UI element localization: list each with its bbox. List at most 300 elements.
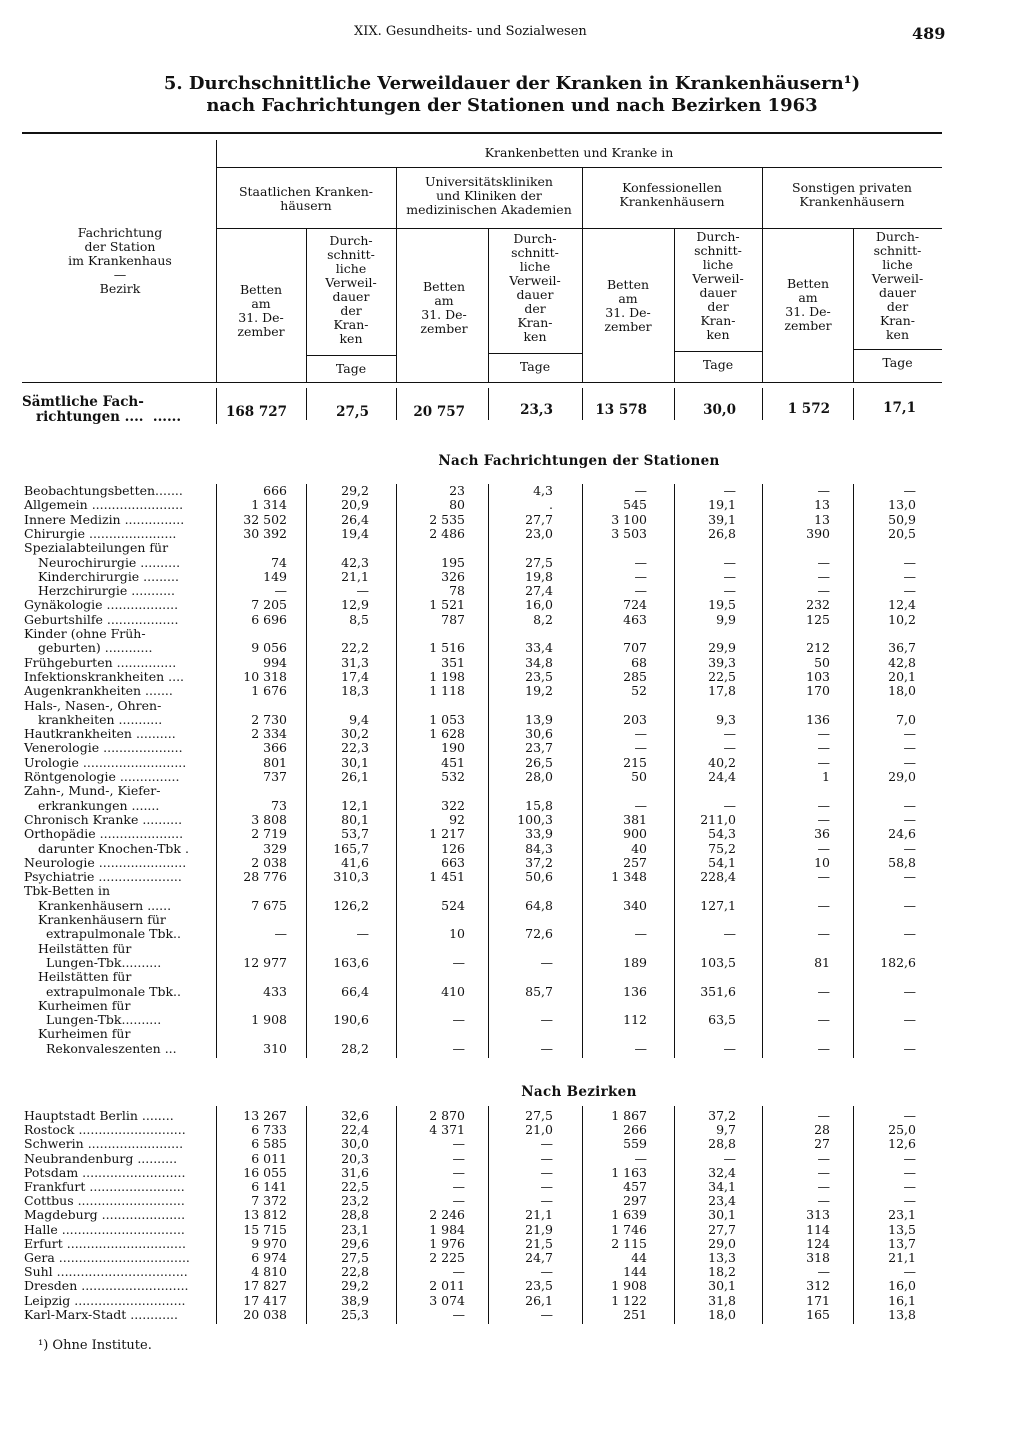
table-cell: 1 639 [611, 1207, 647, 1223]
table-cell: 27 [814, 1136, 830, 1152]
table-cell: 9,3 [716, 711, 736, 727]
group-rule [216, 228, 942, 229]
table-cell: 1 451 [429, 869, 465, 885]
table-cell: 12,4 [888, 597, 916, 613]
section-title-fachrichtungen: Nach Fachrichtungen der Stationen [438, 453, 720, 469]
table-cell: 63,5 [708, 1012, 736, 1028]
unit-label: Tage [882, 355, 913, 370]
table-cell: 190,6 [333, 1012, 369, 1028]
table-cell: 13,8 [888, 1306, 916, 1322]
row-label: Potsdam .......................... [24, 1164, 186, 1180]
table-cell: — [903, 1040, 916, 1056]
table-cell: 23,7 [525, 740, 553, 756]
table-cell: 19,1 [708, 497, 736, 513]
table-cell: 1 984 [429, 1221, 465, 1237]
table-cell: 2 115 [611, 1235, 647, 1251]
table-cell: 801 [263, 754, 287, 770]
table-cell: 31,8 [708, 1292, 736, 1308]
row-label: Neurologie ...................... [24, 854, 187, 870]
total-value: 20 757 [413, 404, 465, 420]
table-cell: 1 516 [429, 640, 465, 656]
table-title-line-1: 5. Durchschnittliche Verweildauer der Kranken in Krankenhäusern¹) [163, 73, 861, 94]
row-label: Karl-Marx-Stadt ............ [24, 1306, 178, 1322]
row-label: Krankenhäusern ...... [38, 897, 172, 913]
table-cell: 10 [449, 926, 465, 942]
table-cell: — [634, 1150, 647, 1166]
table-cell: 21,1 [341, 568, 369, 584]
table-cell: 20,5 [888, 525, 916, 541]
table-cell: 20,3 [341, 1150, 369, 1166]
table-cell: 19,2 [525, 683, 553, 699]
total-value: 1 572 [787, 401, 830, 417]
table-cell: 149 [263, 568, 287, 584]
table-cell: 310,3 [333, 869, 369, 885]
page-number: 489 [912, 24, 946, 43]
table-cell: — [903, 926, 916, 942]
table-cell: 15 715 [243, 1221, 287, 1237]
table-cell: 1 348 [611, 869, 647, 885]
table-cell: — [634, 740, 647, 756]
table-cell: 215 [623, 754, 647, 770]
row-label: Frankfurt ........................ [24, 1179, 185, 1194]
table-cell: 329 [263, 840, 287, 856]
table-row [0, 1013, 1024, 1028]
table-cell: 40,2 [708, 754, 736, 770]
table-cell: 9 970 [251, 1235, 287, 1251]
row-label: Gynäkologie .................. [24, 597, 179, 613]
unit-rule [488, 353, 582, 354]
table-cell: — [723, 740, 736, 756]
table-cell: 81 [814, 954, 830, 970]
table-row [0, 498, 1024, 513]
table-cell: 144 [623, 1264, 647, 1280]
table-cell: 2 730 [251, 711, 287, 727]
table-cell: 165 [806, 1306, 830, 1322]
table-cell: 30,1 [708, 1207, 736, 1223]
row-label: Lungen-Tbk.......... [38, 1012, 162, 1028]
table-cell: 50 [814, 654, 830, 670]
table-cell: 524 [441, 897, 465, 913]
table-cell: 532 [441, 769, 465, 784]
total-label-line-1: Sämtliche Fach- [22, 394, 144, 410]
stub-header: Fachrichtung der Station im Krankenhaus — Bezirk [68, 225, 172, 296]
table-cell: 12 977 [243, 954, 287, 970]
table-cell: 451 [441, 754, 465, 770]
table-cell: — [540, 1264, 553, 1280]
table-row [0, 513, 1024, 528]
table-cell: 17,4 [341, 668, 369, 684]
table-cell: 23,2 [341, 1193, 369, 1209]
table-cell: 13,3 [708, 1250, 736, 1265]
table-cell: 103,5 [700, 954, 736, 970]
table-cell: — [274, 926, 287, 942]
table-cell: 103 [806, 668, 830, 684]
table-cell: 30,1 [708, 1278, 736, 1294]
table-cell: 390 [806, 525, 830, 541]
row-label: Chronisch Kranke .......... [24, 811, 183, 827]
table-cell: 21,1 [888, 1250, 916, 1265]
table-cell: 26,1 [525, 1292, 553, 1308]
table-cell: 545 [623, 497, 647, 513]
table-cell: 26,4 [341, 511, 369, 527]
row-label: Neurochirurgie .......... [38, 554, 181, 570]
table-cell: — [634, 726, 647, 742]
table-cell: 18,2 [708, 1264, 736, 1280]
table-cell: 19,5 [708, 597, 736, 613]
table-cell: 78 [449, 583, 465, 599]
table-cell: 4 371 [429, 1122, 465, 1138]
table-row [0, 556, 1024, 571]
table-cell: 2 334 [251, 726, 287, 742]
table-cell: — [634, 554, 647, 570]
row-label: Heilstätten für [38, 940, 132, 956]
table-cell: 25,0 [888, 1122, 916, 1138]
total-value: 17,1 [883, 400, 916, 416]
table-row [0, 641, 1024, 656]
table-row [0, 927, 1024, 942]
table-row [0, 956, 1024, 971]
table-cell: 125 [806, 611, 830, 627]
table-row [0, 627, 1024, 642]
row-label: extrapulmonale Tbk.. [38, 983, 182, 999]
col-header-verweildauer: Durch- schnitt- liche Verweil- dauer der Kran- ken [692, 229, 744, 342]
table-cell: 2 038 [251, 854, 287, 870]
table-cell: 24,6 [888, 826, 916, 842]
table-cell: 18,3 [341, 683, 369, 699]
table-cell: 54,1 [708, 854, 736, 870]
table-cell: 8,5 [349, 611, 369, 627]
table-cell: 9,9 [716, 611, 736, 627]
total-value: 30,0 [703, 402, 736, 418]
table-cell: 2 011 [429, 1278, 465, 1294]
table-cell: 410 [441, 983, 465, 999]
table-cell: 29,0 [708, 1235, 736, 1251]
table-cell: 37,2 [525, 854, 553, 870]
table-cell: — [817, 1040, 830, 1056]
table-cell: 22,5 [341, 1179, 369, 1194]
table-cell: 7,0 [896, 711, 916, 727]
table-cell: 28,8 [341, 1207, 369, 1223]
table-cell: — [723, 1150, 736, 1166]
table-cell: 24,4 [708, 769, 736, 784]
row-label: Cottbus ........................... [24, 1193, 185, 1209]
body-divider [582, 388, 583, 420]
row-label: Geburtshilfe .................. [24, 611, 179, 627]
table-cell: 1 867 [611, 1108, 647, 1123]
table-cell: — [723, 568, 736, 584]
table-cell: 1 676 [251, 683, 287, 699]
table-cell: 22,4 [341, 1122, 369, 1138]
table-cell: 13,9 [525, 711, 553, 727]
table-cell: 189 [623, 954, 647, 970]
table-cell: 68 [631, 654, 647, 670]
table-cell: 32,4 [708, 1164, 736, 1180]
table-cell: 13,0 [888, 497, 916, 513]
table-cell: 50,9 [888, 511, 916, 527]
table-row [0, 1152, 1024, 1167]
col-header-betten: Betten am 31. De- zember [237, 282, 285, 339]
row-label: Gera ................................. [24, 1250, 190, 1265]
table-cell: — [903, 869, 916, 885]
row-label: Venerologie .................... [24, 740, 183, 756]
table-cell: 9 056 [251, 640, 287, 656]
table-cell: 126,2 [333, 897, 369, 913]
table-cell: 50,6 [525, 869, 553, 885]
table-cell: 23 [449, 483, 465, 498]
table-cell: — [903, 840, 916, 856]
table-cell: 38,9 [341, 1292, 369, 1308]
row-label: Rostock ........................... [24, 1122, 186, 1138]
table-cell: 23,5 [525, 1278, 553, 1294]
table-cell: 6 733 [251, 1122, 287, 1138]
table-cell: 126 [441, 840, 465, 856]
table-cell: 1 122 [611, 1292, 647, 1308]
table-cell: — [540, 1193, 553, 1209]
table-cell: 30,1 [341, 754, 369, 770]
table-cell: 33,9 [525, 826, 553, 842]
table-cell: 666 [263, 483, 287, 498]
table-cell: — [540, 1012, 553, 1028]
col-header-verweildauer: Durch- schnitt- liche Verweil- dauer der Kran- ken [871, 229, 924, 342]
table-row [0, 1294, 1024, 1309]
table-cell: 21,5 [525, 1235, 553, 1251]
table-row [0, 884, 1024, 899]
table-cell: — [817, 811, 830, 827]
footnote: ¹) Ohne Institute. [38, 1338, 152, 1353]
col-header-betten: Betten am 31. De- zember [784, 276, 832, 333]
table-cell: 41,6 [341, 854, 369, 870]
table-cell: 326 [441, 568, 465, 584]
table-cell: 24,7 [525, 1250, 553, 1265]
table-cell: 2 486 [429, 525, 465, 541]
table-cell: 381 [623, 811, 647, 827]
row-label: Leipzig ............................ [24, 1292, 186, 1308]
table-cell: — [634, 926, 647, 942]
table-cell: 318 [806, 1250, 830, 1265]
table-cell: 203 [623, 711, 647, 727]
table-cell: — [903, 797, 916, 813]
row-label: extrapulmonale Tbk.. [38, 926, 182, 942]
table-cell: 18,0 [708, 1306, 736, 1322]
table-row [0, 613, 1024, 628]
table-cell: 737 [263, 769, 287, 784]
table-cell: 1 746 [611, 1221, 647, 1237]
table-cell: 6 974 [251, 1250, 287, 1265]
table-cell: 3 100 [611, 511, 647, 527]
row-label: Dresden ........................... [24, 1278, 189, 1294]
table-cell: 1 198 [429, 668, 465, 684]
table-cell: 3 074 [429, 1292, 465, 1308]
table-cell: — [903, 1150, 916, 1166]
table-cell: — [634, 797, 647, 813]
table-cell: 22,8 [341, 1264, 369, 1280]
table-cell: 29,6 [341, 1235, 369, 1251]
table-cell: — [903, 568, 916, 584]
table-cell: 312 [806, 1278, 830, 1294]
group-header-universitaet: Universitätskliniken und Kliniken der medizinischen Akademien [406, 174, 572, 217]
table-cell: 23,5 [525, 668, 553, 684]
table-cell: — [540, 954, 553, 970]
table-title-line-2: nach Fachrichtungen der Stationen und nach Bezirken 1963 [206, 95, 818, 116]
table-cell: — [356, 926, 369, 942]
table-cell: 21,1 [525, 1207, 553, 1223]
table-cell: 124 [806, 1235, 830, 1251]
table-cell: 16,1 [888, 1292, 916, 1308]
row-label: Urologie .......................... [24, 754, 187, 770]
table-cell: 13 [814, 511, 830, 527]
table-cell: . [549, 497, 553, 513]
table-cell: 900 [623, 826, 647, 842]
table-row [0, 1208, 1024, 1223]
table-cell: 1 314 [251, 497, 287, 513]
table-cell: — [817, 1264, 830, 1280]
unit-label: Tage [335, 361, 367, 376]
table-row [0, 970, 1024, 985]
section-title-bezirke: Nach Bezirken [521, 1084, 637, 1100]
total-label-line-2: richtungen .... ...... [36, 409, 182, 425]
total-value: 23,3 [520, 402, 553, 418]
table-cell: 29,2 [341, 483, 369, 498]
row-label: Chirurgie ...................... [24, 525, 177, 541]
table-cell: 42,3 [341, 554, 369, 570]
table-cell: 127,1 [700, 897, 736, 913]
spanner-header: Krankenbetten und Kranke in [484, 145, 674, 160]
table-cell: 72,6 [525, 926, 553, 942]
table-cell: 707 [623, 640, 647, 656]
table-cell: 8,2 [533, 611, 553, 627]
table-cell: 22,3 [341, 740, 369, 756]
unit-label: Tage [519, 359, 551, 374]
table-cell: — [903, 483, 916, 498]
table-row [0, 699, 1024, 714]
table-cell: — [817, 840, 830, 856]
table-cell: 351 [441, 654, 465, 670]
table-cell: — [817, 1012, 830, 1028]
table-cell: 30,6 [525, 726, 553, 742]
table-cell: 313 [806, 1207, 830, 1223]
table-cell: 74 [271, 554, 287, 570]
table-cell: 136 [623, 983, 647, 999]
table-cell: 457 [623, 1179, 647, 1194]
table-row [0, 1137, 1024, 1152]
table-cell: 39,1 [708, 511, 736, 527]
table-cell: — [817, 726, 830, 742]
table-row [0, 942, 1024, 957]
table-cell: 297 [623, 1193, 647, 1209]
table-cell: 23,0 [525, 525, 553, 541]
table-cell: 182,6 [880, 954, 916, 970]
table-cell: 36,7 [888, 640, 916, 656]
body-divider [762, 388, 763, 420]
table-cell: 44 [631, 1250, 647, 1265]
row-label: Kinder (ohne Früh- [24, 626, 146, 641]
table-cell: — [540, 1164, 553, 1180]
table-cell: 6 585 [251, 1136, 287, 1152]
table-cell: — [634, 583, 647, 599]
table-cell: 6 696 [251, 611, 287, 627]
table-cell: 2 246 [429, 1207, 465, 1223]
table-cell: 16,0 [525, 597, 553, 613]
table-cell: 30,0 [341, 1136, 369, 1152]
table-cell: 12,6 [888, 1136, 916, 1152]
table-cell: — [540, 1040, 553, 1056]
table-row [0, 1223, 1024, 1238]
row-label: krankheiten ........... [38, 711, 163, 727]
col-header-betten: Betten am 31. De- zember [604, 277, 652, 334]
table-cell: — [540, 1306, 553, 1322]
table-cell: 165,7 [333, 840, 369, 856]
table-cell: — [452, 1012, 465, 1028]
table-cell: 2 719 [251, 826, 287, 842]
table-cell: 21,9 [525, 1221, 553, 1237]
row-label: Kinderchirurgie ......... [38, 568, 179, 584]
table-cell: — [817, 568, 830, 584]
table-cell: 66,4 [341, 983, 369, 999]
table-cell: 17,8 [708, 683, 736, 699]
table-cell: — [452, 954, 465, 970]
table-cell: — [903, 1012, 916, 1028]
table-cell: 28,8 [708, 1136, 736, 1152]
unit-rule [674, 351, 762, 352]
table-cell: — [452, 1179, 465, 1194]
table-cell: 27,7 [525, 511, 553, 527]
table-cell: — [817, 1150, 830, 1166]
table-row [0, 985, 1024, 1000]
table-cell: — [817, 483, 830, 498]
table-cell: 13,5 [888, 1221, 916, 1237]
table-cell: 23,1 [341, 1221, 369, 1237]
table-row [0, 870, 1024, 885]
table-cell: 19,8 [525, 568, 553, 584]
table-cell: 84,3 [525, 840, 553, 856]
table-cell: 42,8 [888, 654, 916, 670]
table-cell: 16,0 [888, 1278, 916, 1294]
table-cell: — [723, 926, 736, 942]
table-cell: 54,3 [708, 826, 736, 842]
table-cell: 1 628 [429, 726, 465, 742]
table-cell: 27,5 [525, 554, 553, 570]
table-row [0, 541, 1024, 556]
table-cell: 228,4 [700, 869, 736, 885]
table-cell: 6 011 [251, 1150, 287, 1166]
table-cell: 9,4 [349, 711, 369, 727]
table-cell: 136 [806, 711, 830, 727]
row-label: Psychiatrie ..................... [24, 869, 182, 885]
table-cell: 195 [441, 554, 465, 570]
table-cell: — [634, 568, 647, 584]
table-cell: 52 [631, 683, 647, 699]
table-row [0, 656, 1024, 671]
table-cell: — [634, 483, 647, 498]
table-cell: — [903, 554, 916, 570]
table-cell: — [817, 797, 830, 813]
table-cell: — [540, 1136, 553, 1152]
table-cell: 3 808 [251, 811, 287, 827]
table-row [0, 1027, 1024, 1042]
table-row [0, 1308, 1024, 1323]
table-cell: 994 [263, 654, 287, 670]
table-cell: 340 [623, 897, 647, 913]
table-cell: 257 [623, 854, 647, 870]
row-label: Herzchirurgie ........... [38, 583, 175, 599]
table-cell: 7 205 [251, 597, 287, 613]
row-label: Allgemein ....................... [24, 497, 184, 513]
running-head: XIX. Gesundheits- und Sozialwesen [354, 24, 587, 39]
table-cell: — [903, 754, 916, 770]
row-label: Suhl ................................. [24, 1264, 188, 1280]
table-cell: 13 [814, 497, 830, 513]
table-cell: — [817, 740, 830, 756]
